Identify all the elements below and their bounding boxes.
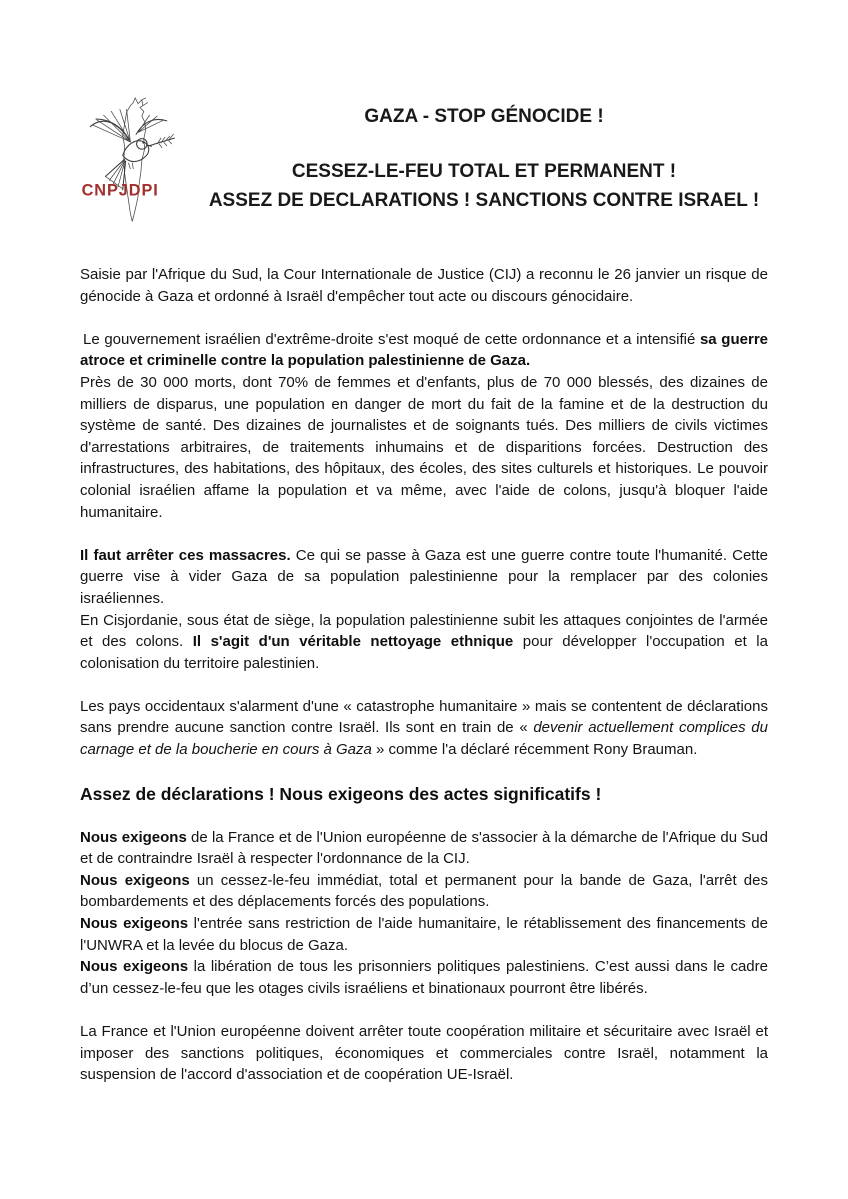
flyer-body — [80, 264, 768, 1086]
demand-lead: Nous exigeons — [80, 828, 187, 846]
cnpjdpi-logo — [78, 96, 200, 230]
paragraph-final-sanctions — [80, 1021, 768, 1086]
government-bold-text: sa guerre atroce et criminelle contre la population palestinienne de Gaza. — [80, 330, 768, 370]
title-spacer — [200, 131, 768, 157]
paragraph-massacres — [80, 545, 768, 610]
title-block — [200, 96, 768, 215]
massacres-bold-text: Il faut arrêter ces massacres. — [80, 546, 291, 564]
demand-text: l'entrée sans restriction de l'aide humanitaire, le rétablissement des financements de l'UNWRA et la levée du blocus de Gaza. — [80, 915, 768, 954]
cisjordanie-text-start: En Cisjordanie, sous état de siège, la population palestinienne subit les attaques conjointes de l'armée et des colons. — [80, 611, 768, 651]
demand-lead: Nous exigeons — [80, 915, 189, 933]
demand-paragraph-ceasefire — [80, 870, 768, 913]
flyer-header — [0, 0, 848, 230]
demand-paragraph-prisoners — [80, 956, 768, 999]
cisjordanie-bold-text: Il s'agit d'un véritable nettoyage ethnique — [192, 633, 514, 651]
paragraph-toll — [80, 372, 768, 523]
logo-text: CNPJDPI — [81, 181, 159, 200]
main-title: GAZA - STOP GÉNOCIDE ! — [364, 106, 604, 127]
government-text: Le gouvernement israélien d'extrême-droite s'est moqué de cette ordonnance et a intensifié — [83, 330, 700, 348]
demand-text: de la France et de l'Union européenne de s'associer à la démarche de l'Afrique du Sud et de contraindre Israël à respecter l'ordonnance de la CIJ. — [80, 828, 768, 868]
massacres-text: Ce qui se passe à Gaza est une guerre contre toute l'humanité. Cette guerre vise à vider Gaza de sa population palestinienne pour la remplacer par des colonies israéliennes. — [80, 546, 768, 607]
dove-olive-branch-map-icon — [78, 96, 200, 230]
demand-text: la libération de tous les prisonniers politiques palestiniens. C’est aussi dans le cadre d’un cessez-le-feu que les otages civils israéliens et binationaux pourront être libérés. — [80, 958, 768, 997]
paragraph-cisjordanie — [80, 610, 768, 675]
subtitle-sanctions: ASSEZ DE DECLARATIONS ! SANCTIONS CONTRE ISRAEL ! — [208, 190, 760, 211]
final-text: La France et l'Union européenne doivent arrêter toute coopération militaire et sécuritaire avec Israël et imposer des sanctions politiques, économiques et commerciales contre Israël, notamment la suspension de l'accord d'association et de coopération UE-Israël. — [80, 1023, 768, 1084]
cisjordanie-text-end: pour développer l'occupation et la colonisation du territoire palestinien. — [80, 633, 768, 672]
demand-paragraph-france-eu — [80, 827, 768, 870]
western-quote-italic: devenir actuellement complices du carnage et de la boucherie en cours à Gaza — [80, 719, 768, 759]
toll-text: Près de 30 000 morts, dont 70% de femmes et d'enfants, plus de 70 000 blessés, des dizaines de milliers de disparus, une population en danger de mort du fait de la famine et de la destruction du système de santé. Des dizaines de journalistes et de soignants tués. Des milliers de civils victimes d'arrestations arbitraires, de traitements inhumains et de disparitions forcées. Destruction des infrastructures, des habitations, des hôpitaux, des écoles, des sites culturels et historiques. Le pouvoir colonial israélien affame la population et va même, avec l'aide de colons, jusqu'à bloquer l'aide humanitaire. — [80, 373, 768, 521]
paragraph-western-countries — [80, 696, 768, 761]
cij-text: Saisie par l'Afrique du Sud, la Cour Internationale de Justice (CIJ) a reconnu le 26 janvier un risque de génocide à Gaza et ordonné à Israël d'empêcher tout acte ou discours génocidaire. — [80, 266, 768, 305]
demand-lead: Nous exigeons — [80, 958, 189, 976]
demands-heading: Assez de déclarations ! Nous exigeons des actes significatifs ! — [80, 783, 602, 804]
subtitle-ceasefire: CESSEZ-LE-FEU TOTAL ET PERMANENT ! — [291, 161, 677, 182]
demand-paragraph-humanitarian-aid — [80, 913, 768, 956]
western-text-end: » comme l'a déclaré récemment Rony Brauman. — [371, 741, 698, 759]
demand-lead: Nous exigeons — [80, 871, 190, 889]
paragraph-government — [80, 329, 768, 372]
demand-text: un cessez-le-feu immédiat, total et permanent pour la bande de Gaza, l'arrêt des bombardements et des déplacements forcés des populations. — [80, 871, 768, 911]
paragraph-cij — [80, 264, 768, 307]
western-text-start: Les pays occidentaux s'alarment d'une « catastrophe humanitaire » mais se contentent de déclarations sans prendre aucune sanction contre Israël. Ils sont en train de « — [80, 697, 768, 737]
